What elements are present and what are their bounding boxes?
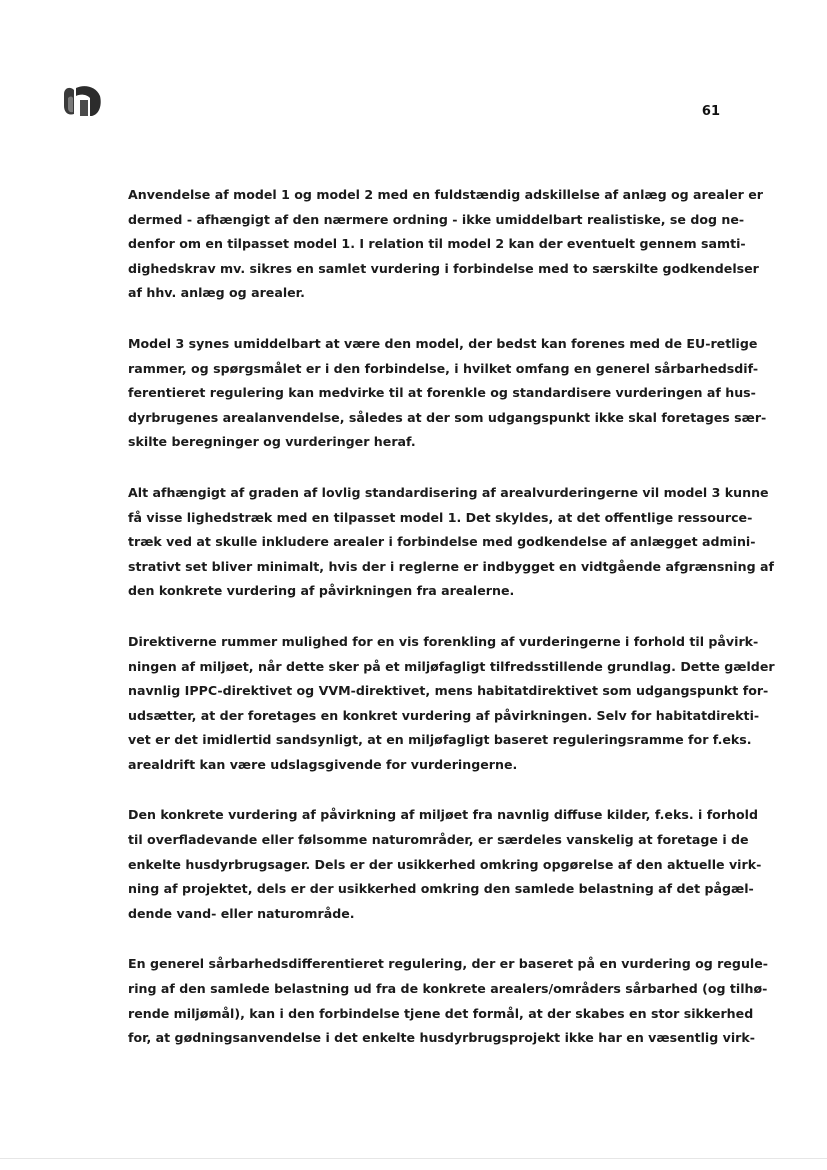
text-line: træk ved at skulle inkludere arealer i forbindelse med godkendelse af anlægget admini-	[128, 534, 756, 550]
text-line: dyrbrugenes arealanvendelse, således at der som udgangspunkt ikke skal foretages sær-	[128, 409, 767, 425]
text-line: Den konkrete vurdering af påvirkning af miljøet fra navnlig diffuse kilder, f.eks. i forhold	[128, 807, 758, 823]
text-line: ring af den samlede belastning ud fra de konkrete arealers/områders sårbarhed (og tilhø-	[128, 981, 768, 997]
page-number: 61	[701, 104, 720, 119]
text-line: arealdrift kan være udslagsgivende for vurderingerne.	[128, 756, 518, 772]
text-line: denfor om en tilpasset model 1. I relation til model 2 kan der eventuelt gennem samti-	[128, 236, 746, 252]
text-line: den konkrete vurdering af påvirkningen fra arealerne.	[128, 583, 515, 599]
paragraph-2	[128, 332, 767, 455]
text-line: Model 3 synes umiddelbart at være den model, der bedst kan forenes med de EU-retlige	[128, 335, 758, 351]
text-line: Direktiverne rummer mulighed for en vis forenkling af vurderingerne i forhold til påvirk-	[128, 633, 759, 649]
text-line: dermed - afhængigt af den nærmere ordning - ikke umiddelbart realistiske, se dog ne-	[128, 211, 745, 227]
text-line: rammer, og spørgsmålet er i den forbindelse, i hvilket omfang en generel sårbarhedsdif-	[128, 360, 759, 376]
text-line: En generel sårbarhedsdifferentieret regulering, der er baseret på en vurdering og regule-	[128, 956, 768, 972]
text-line: skilte beregninger og vurderinger heraf.	[128, 434, 416, 450]
text-line: få visse lighedstræk med en tilpasset model 1. Det skyldes, at det offentlige ressource-	[128, 509, 753, 525]
text-line: Alt afhængigt af graden af lovlig standardisering af arealvurderingerne vil model 3 kunne	[128, 484, 769, 500]
text-line: til overfladevande eller følsomme naturområder, er særdeles vanskelig at foretage i de	[128, 832, 749, 848]
agency-logo-icon	[60, 84, 104, 120]
paragraph-5	[128, 803, 762, 926]
text-line: ning af projektet, dels er der usikkerhed omkring den samlede belastning af det pågæl-	[128, 881, 754, 897]
text-line: enkelte husdyrbrugsager. Dels er der usikkerhed omkring opgørelse af den aktuelle virk-	[128, 856, 762, 872]
text-line: navnlig IPPC-direktivet og VVM-direktivet, mens habitatdirektivet som udgangspunkt for-	[128, 683, 769, 699]
paragraph-6	[128, 952, 768, 1050]
paragraph-1	[128, 183, 763, 306]
text-line: for, at gødningsanvendelse i det enkelte husdyrbrugsprojekt ikke har en væsentlig virk-	[128, 1030, 755, 1046]
text-line: af hhv. anlæg og arealer.	[128, 285, 305, 301]
page-bottom-edge	[0, 1158, 827, 1159]
paragraph-3	[128, 481, 774, 604]
text-line: ningen af miljøet, når dette sker på et miljøfagligt tilfredsstillende grundlag. Dette gælder	[128, 658, 775, 674]
body-text	[128, 183, 775, 1077]
text-line: strativt set bliver minimalt, hvis der i reglerne er indbygget en vidtgående afgrænsning af	[128, 558, 774, 574]
text-line: ferentieret regulering kan medvirke til at forenkle og standardisere vurderingen af hus-	[128, 385, 756, 401]
text-line: udsætter, at der foretages en konkret vurdering af påvirkningen. Selv for habitatdirekti-	[128, 707, 760, 723]
text-line: vet er det imidlertid sandsynligt, at en miljøfagligt baseret reguleringsramme for f.eks.	[128, 732, 752, 748]
text-line: Anvendelse af model 1 og model 2 med en fuldstændig adskillelse af anlæg og arealer er	[128, 187, 763, 202]
text-line: rende miljømål), kan i den forbindelse tjene det formål, at der skabes en stor sikkerhed	[128, 1005, 754, 1021]
text-line: dende vand- eller naturområde.	[128, 905, 355, 921]
text-line: dighedskrav mv. sikres en samlet vurdering i forbindelse med to særskilte godkendelser	[128, 260, 759, 276]
paragraph-4	[128, 630, 775, 778]
